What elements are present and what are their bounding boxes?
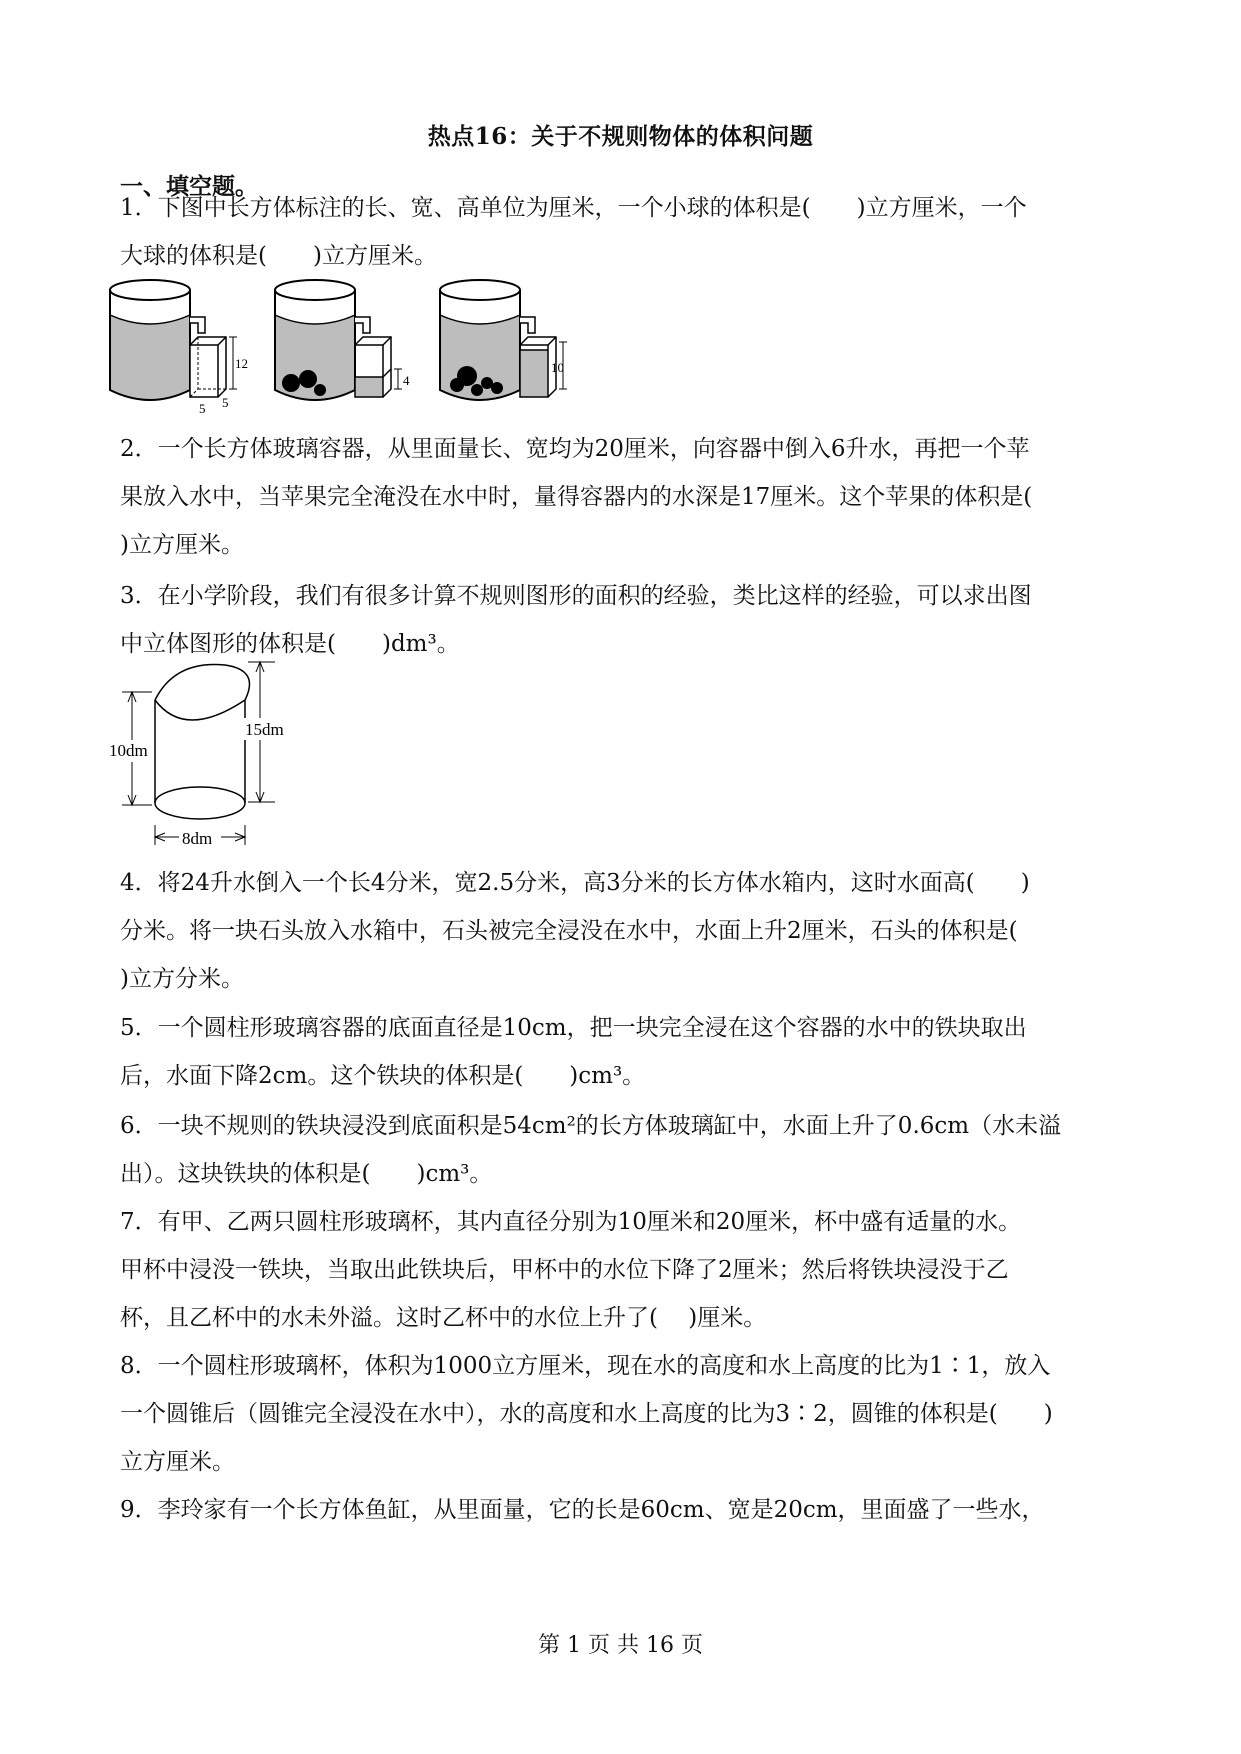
- label-left-height: 10dm: [109, 741, 148, 760]
- question-line: 1．下图中长方体标注的长、宽、高单位为厘米，一个小球的体积是( )立方厘米，一个: [120, 195, 1027, 221]
- question-line: 分米。将一块石头放入水箱中，石头被完全浸没在水中，水面上升2厘米，石头的体积是(: [120, 918, 1018, 944]
- question-6: [120, 1102, 1120, 1198]
- question-7: [120, 1198, 1120, 1342]
- question-line: 4．将24升水倒入一个长4分米，宽2.5分米，高3分米的长方体水箱内，这时水面高( ): [120, 870, 1030, 896]
- label-c-height: 10: [551, 360, 564, 375]
- section-heading: 一、填空题。: [120, 173, 258, 200]
- question-line: 9．李玲家有一个长方体鱼缸，从里面量，它的长是60cm、宽是20cm，里面盛了一些水，: [120, 1497, 1045, 1523]
- beaker-b: [275, 280, 410, 400]
- question-line: 7．有甲、乙两只圆柱形玻璃杯，其内直径分别为10厘米和20厘米，杯中盛有适量的水。: [120, 1209, 1022, 1235]
- page-title: 热点16：关于不规则物体的体积问题: [427, 123, 814, 150]
- question-3: [120, 572, 1120, 668]
- label-a-width: 5: [222, 395, 229, 410]
- question-line: 3．在小学阶段，我们有很多计算不规则图形的面积的经验，类比这样的经验，可以求出图: [120, 583, 1032, 609]
- question-9: [120, 1486, 1120, 1534]
- question-line: 一个圆锥后（圆锥完全浸没在水中），水的高度和水上高度的比为3∶2，圆锥的体积是( ): [120, 1401, 1053, 1427]
- question-line: 立方厘米。: [120, 1449, 235, 1475]
- question-2: [120, 425, 1120, 569]
- label-right-height: 15dm: [245, 720, 284, 739]
- question-line: 果放入水中，当苹果完全淹没在水中时，量得容器内的水深是17厘米。这个苹果的体积是(: [120, 484, 1033, 510]
- question-line: 中立体图形的体积是( )dm³。: [120, 631, 460, 657]
- question-line: 后，水面下降2cm。这个铁块的体积是( )cm³。: [120, 1063, 646, 1089]
- question-1: [120, 184, 1120, 280]
- label-a-height: 12: [235, 356, 248, 371]
- beaker-a: [110, 280, 248, 415]
- label-a-length: 5: [199, 401, 206, 415]
- question-line: 2．一个长方体玻璃容器，从里面量长、宽均为20厘米，向容器中倒入6升水，再把一个苹: [120, 436, 1030, 462]
- question-line: 甲杯中浸没一铁块，当取出此铁块后，甲杯中的水位下降了2厘米；然后将铁块浸没于乙: [120, 1257, 1009, 1283]
- question-8: [120, 1342, 1120, 1486]
- question-line: 出）。这块铁块的体积是( )cm³。: [120, 1161, 493, 1187]
- question-line: 杯，且乙杯中的水未外溢。这时乙杯中的水位上升了( )厘米。: [120, 1305, 767, 1331]
- beakers-figure: [105, 275, 605, 415]
- question-5: [120, 1004, 1120, 1100]
- beaker-c: [440, 280, 567, 400]
- question-line: )立方厘米。: [120, 532, 244, 558]
- label-bottom-diameter: 8dm: [182, 829, 213, 848]
- question-line: 8．一个圆柱形玻璃杯，体积为1000立方厘米，现在水的高度和水上高度的比为1∶1，放入: [120, 1353, 1051, 1379]
- question-line: 6．一块不规则的铁块浸没到底面积是54cm²的长方体玻璃缸中，水面上升了0.6cm（水未溢: [120, 1113, 1062, 1139]
- cylinder-figure: [105, 655, 335, 855]
- label-b-height: 4: [403, 373, 410, 388]
- page-footer: 第 1 页 共 16 页: [538, 1633, 703, 1658]
- question-line: 大球的体积是( )立方厘米。: [120, 243, 437, 269]
- question-4: [120, 859, 1120, 1003]
- question-line: )立方分米。: [120, 966, 244, 992]
- question-line: 5．一个圆柱形玻璃容器的底面直径是10cm，把一块完全浸在这个容器的水中的铁块取出: [120, 1015, 1027, 1041]
